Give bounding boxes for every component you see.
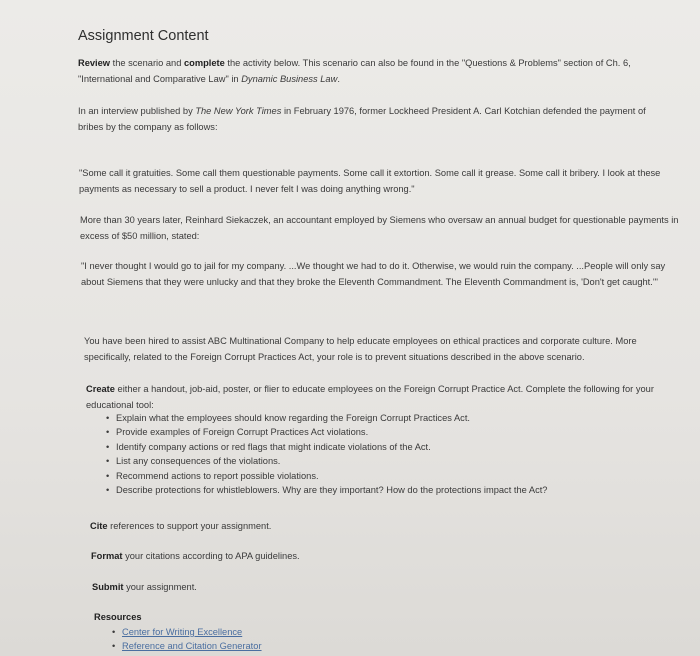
cite-instruction [90, 518, 590, 534]
format-instruction [91, 548, 591, 564]
resources-section [94, 609, 594, 654]
submit-keyword: Submit [92, 582, 124, 592]
interview-pre: In an interview published by [78, 106, 196, 116]
list-item: • Recommend actions to report possible violations. [104, 469, 664, 483]
hired-paragraph: You have been hired to assist ABC Multinational Company to help educate employees on ethical practices and corporate culture. More specifically, related to the Foreign Corrupt Practices Act, your role is to prevent situations described in the above scenario. [84, 336, 637, 362]
format-text: your citations according to APA guidelines. [122, 551, 300, 561]
resources-heading: Resources [94, 612, 142, 622]
list-item: • Identify company actions or red flags that might indicate violations of the Act. [104, 440, 664, 454]
submit-instruction [92, 579, 592, 595]
book-title: Dynamic Business Law [241, 74, 338, 84]
list-item: • Describe protections for whistleblowers. Why are they important? How do the protections impact the Act? [104, 483, 664, 497]
cite-keyword: Cite [90, 521, 108, 531]
cite-text: references to support your assignment. [107, 521, 272, 531]
assignment-content [78, 28, 678, 58]
submit-text: your assignment. [123, 582, 197, 592]
create-text: either a handout, job-aid, poster, or flier to educate employees on the Foreign Corrupt Practice Act. Complete the following for your educational tool: [86, 384, 654, 410]
review-end: . [337, 74, 340, 84]
interview-paragraph [78, 103, 658, 135]
page-title: Assignment Content [78, 28, 209, 44]
siekaczek-quote: "I never thought I would go to jail for my company. ...We thought we had to do it. Otherwise, we would ruin the company. ...People will only say about Siemens that they were unlucky and that they broke the Eleventh Commandment. The Eleventh Commandment is, 'Don't get caught.'" [81, 261, 666, 287]
writing-center-link[interactable]: Center for Writing Excellence [122, 627, 243, 637]
create-keyword: Create [86, 384, 115, 394]
link-citation-generator[interactable] [110, 639, 594, 653]
link-writing-center[interactable] [110, 625, 594, 639]
requirements-list [104, 411, 664, 497]
review-paragraph [78, 55, 678, 87]
newspaper-title: The New York Times [195, 106, 282, 116]
interview-post: in February 1976, former Lockheed President A. Carl Kotchian defended the payment of bribes by the company as follows: [78, 106, 646, 132]
list-item: • Provide examples of Foreign Corrupt Practices Act violations. [104, 425, 664, 439]
review-text-b: the activity below. This scenario can also be found in the "Questions & Problems" section of Ch. 6, "International and Comparative Law" in [78, 58, 631, 84]
list-item: • Explain what the employees should know regarding the Foreign Corrupt Practices Act. [104, 411, 664, 425]
list-item: • List any consequences of the violations. [104, 454, 664, 468]
siemens-paragraph: More than 30 years later, Reinhard Siekaczek, an accountant employed by Siemens who oversaw an annual budget for questionable payments in excess of $50 million, stated: [80, 215, 679, 241]
review-keyword: Review [78, 58, 111, 68]
complete-keyword: complete [183, 58, 225, 68]
review-text-a: the scenario and [110, 58, 184, 68]
format-keyword: Format [91, 551, 123, 561]
citation-generator-link[interactable]: Reference and Citation Generator [122, 641, 262, 652]
kotchian-quote: "Some call it gratuities. Some call them questionable payments. Some call it extortion. Some call it grease. Some call it bribery. I look at these payments as necessary to sell a product. I never felt I was doing anything wrong." [79, 168, 661, 194]
create-paragraph [86, 381, 681, 413]
